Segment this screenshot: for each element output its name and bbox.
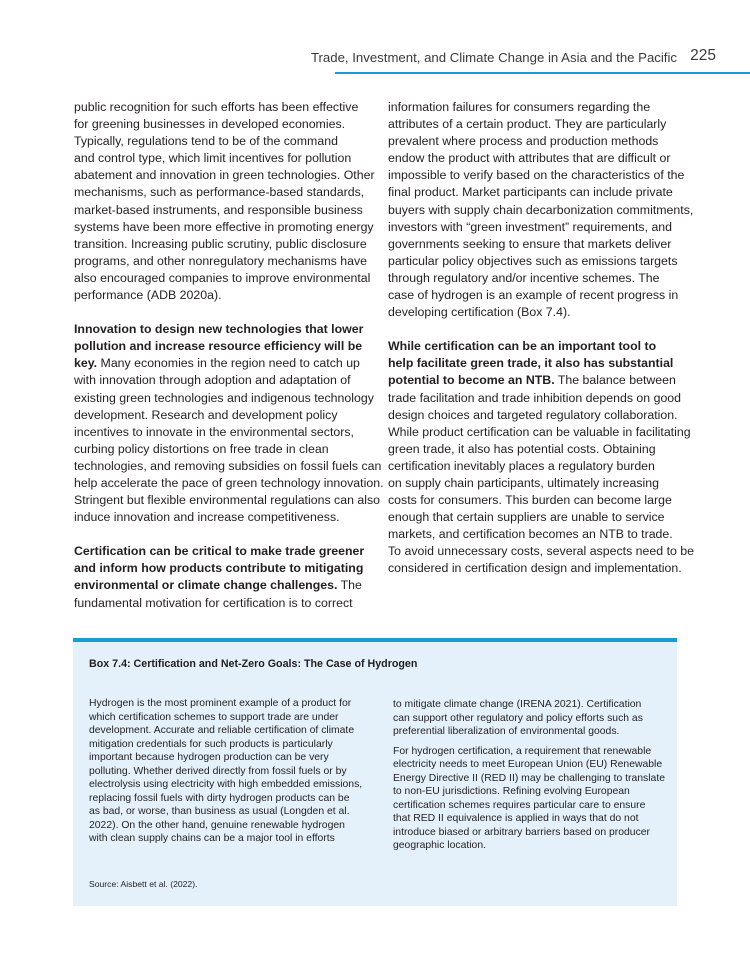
text-line: buyers with supply chain decarbonization commitments, [388, 202, 694, 217]
text-line: development. Accurate and reliable certification of climate [89, 725, 355, 736]
text-line: final product. Market participants can include private [388, 185, 673, 200]
bold-lead: environmental or climate change challenges. [74, 578, 338, 593]
text-line: trade facilitation and trade inhibition depends on good [388, 390, 682, 405]
text-line: 2022). On the other hand, genuine renewable hydrogen [89, 819, 345, 831]
text-line: preferential liberalization of environmental goods. [393, 726, 620, 737]
text-line [388, 338, 680, 355]
text-line: abatement and innovation in green technologies. Other [74, 168, 375, 183]
bold-lead: pollution and increase resource efficiency will be [74, 339, 363, 354]
text-line: While product certification can be valuable in facilitating [388, 424, 691, 439]
text-line: Typically, regulations tend to be of the command [74, 134, 338, 149]
text-line: Hydrogen is the most prominent example of a product for [89, 698, 352, 709]
text-line: through regulatory and/or incentive schemes. The [388, 270, 660, 285]
text-line: systems have been more effective in promoting energy [74, 219, 374, 234]
paragraph-certification [74, 543, 366, 611]
text-line: prevalent where process and production methods [388, 134, 659, 149]
text-line [74, 577, 366, 594]
text-line: to non-EU jurisdictions. Refining evolving European [393, 786, 630, 797]
text-line: To avoid unnecessary costs, several aspects need to be [388, 544, 695, 559]
text-line: attributes of a certain product. They are particularly [388, 117, 667, 132]
text-line: to mitigate climate change (IRENA 2021). Certification [393, 699, 642, 710]
text-line: transition. Increasing public scrutiny, public disclosure [74, 236, 367, 251]
text-line: introduce biased or arbitrary barriers based on producer [393, 826, 651, 838]
running-title: Trade, Investment, and Climate Change in Asia and the Pacific [310, 50, 677, 65]
text-line [388, 372, 680, 389]
text-line: public recognition for such efforts has been effective [74, 100, 359, 114]
text-line: electrolysis using electricity with high embedded emissions, [89, 779, 363, 790]
text-line [74, 338, 366, 355]
text-run: The [337, 578, 362, 593]
text-line [74, 355, 366, 372]
text-run: Many economies in the region need to catch up [97, 356, 360, 371]
text-line: technologies, and removing subsidies on fossil fuels can [74, 458, 382, 473]
text-line: markets, and certification becomes an NTB to trade. [388, 527, 673, 542]
text-line: costs for consumers. This burden can become large [388, 493, 672, 508]
page-number: 225 [690, 47, 716, 64]
text-line: development. Research and development policy [74, 407, 338, 422]
text-line: can support other regulatory and policy efforts such as [393, 712, 643, 724]
bold-lead: Innovation to design new technologies that lower [74, 322, 364, 337]
text-line: certification schemes requires particular care to ensure [393, 799, 646, 811]
text-line: curbing policy distortions on free trade in clean [74, 441, 329, 456]
text-line: incentives to innovate in the environmental sectors, [74, 424, 354, 439]
text-line: For hydrogen certification, a requirement that renewable [393, 745, 652, 757]
text-line: Energy Directive II (RED II) may be challenging to translate [393, 772, 666, 784]
text-line: performance (ADB 2020a). [74, 288, 222, 303]
text-line: certification inevitably places a regulatory burden [388, 458, 655, 473]
text-line: with innovation through adoption and adaptation of [74, 373, 351, 388]
text-line: induce innovation and increase competitiveness. [74, 510, 340, 525]
text-line: and control type, which limit incentives for pollution [74, 151, 352, 166]
bold-lead: potential to become an NTB. [388, 373, 555, 388]
running-header [0, 44, 750, 74]
text-line: existing green technologies and indigenous technology [74, 390, 374, 405]
text-line: Stringent but flexible environmental regulations can also [74, 493, 381, 508]
paragraph-information-failures [388, 99, 694, 321]
text-line: geographic location. [393, 840, 487, 851]
text-line: endow the product with attributes that are difficult or [388, 151, 671, 166]
text-line: mitigation credentials for such products is particularly [89, 738, 333, 750]
text-line [74, 560, 366, 577]
box-source-note: Source: Aisbett et al. (2022). [89, 879, 198, 889]
text-line: help accelerate the pace of green technology innovation. [74, 475, 384, 490]
box-7-4 [73, 638, 677, 906]
right-column [388, 99, 695, 578]
text-line [74, 321, 366, 338]
text-line: enough that certain suppliers are unable to service [388, 510, 665, 525]
paragraph-innovation [74, 321, 384, 526]
text-line: programs, and other nonregulatory mechanisms have [74, 253, 367, 268]
bold-lead: help facilitate green trade, it also has substantial [388, 356, 674, 371]
text-line: green trade, it also has potential costs. Obtaining [388, 441, 656, 456]
text-run: The balance between [554, 373, 676, 388]
text-line: also encouraged companies to improve environmental [74, 270, 371, 285]
text-line: information failures for consumers regarding the [388, 100, 651, 114]
paragraph-recognition [74, 99, 375, 304]
text-line: mechanisms, such as performance-based standards, [74, 185, 365, 200]
text-line: for greening businesses in developed economies. [74, 117, 346, 132]
box-right-column [393, 698, 668, 853]
text-line: that RED II equivalence is applied in ways that do not [393, 813, 639, 824]
left-column [74, 99, 384, 612]
text-line: developing certification (Box 7.4). [388, 305, 571, 320]
bold-lead: key. [74, 356, 98, 371]
text-line: impossible to verify based on the characteristics of the [388, 168, 685, 183]
text-line: design choices and targeted regulatory collaboration. [388, 407, 678, 422]
text-line: considered in certification design and implementation. [388, 561, 682, 576]
bold-lead: Certification can be critical to make trade greener [74, 544, 365, 559]
text-line: on supply chain participants, ultimately increasing [388, 475, 660, 490]
text-line [388, 355, 680, 372]
paragraph-ntb [388, 338, 695, 577]
text-line: replacing fossil fuels with dirty hydrogen products can be [89, 792, 350, 804]
box-left-column [89, 697, 364, 846]
bold-lead: and inform how products contribute to mitigating [74, 561, 364, 576]
box-title: Box 7.4: Certification and Net-Zero Goals: The Case of Hydrogen [89, 658, 418, 670]
text-line [74, 543, 366, 560]
text-line: fundamental motivation for certification is to correct [74, 595, 353, 610]
text-line: market-based instruments, and responsible business [74, 202, 363, 217]
text-line: case of hydrogen is an example of recent progress in [388, 288, 679, 303]
text-line: with clean supply chains can be a major tool in efforts [89, 833, 335, 844]
header-rule [335, 72, 750, 74]
bold-lead: While certification can be an important tool to [388, 339, 657, 354]
text-line: electricity needs to meet European Union (EU) Renewable [393, 759, 663, 770]
text-line: polluting. Whether derived directly from fossil fuels or by [89, 765, 347, 777]
text-line: investors with “green investment” requirements, and [388, 219, 673, 234]
text-line: which certification schemes to support trade are under [89, 711, 339, 723]
text-line: important because hydrogen production can be very [89, 752, 329, 763]
text-line: particular policy objectives such as emissions targets [388, 253, 678, 268]
text-line: governments seeking to ensure that markets deliver [388, 236, 672, 251]
text-line: as bad, or worse, than business as usual (Longden et al. [89, 806, 350, 817]
